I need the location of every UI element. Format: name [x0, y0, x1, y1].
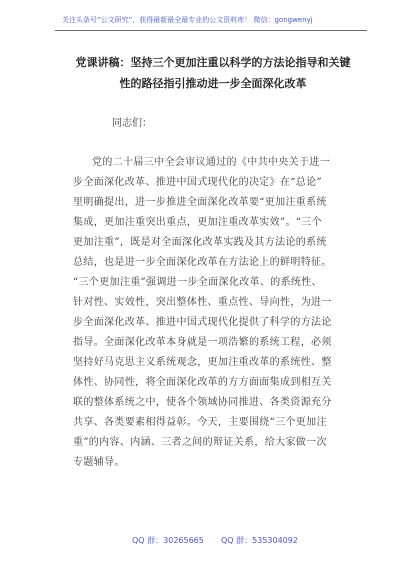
body-line: 党的二十届三中全会审议通过的《中共中央关于进一: [92, 157, 331, 168]
body-line: 步全面深化改革、推进中国式现代化的决定》在“总论”: [73, 177, 322, 188]
body-line: 重”的内容、内涵、三者之间的辩证关系，给大家做一次: [73, 437, 327, 448]
body-line: 专题辅导。: [73, 457, 125, 468]
body-line: 坚持好马克思主义系统观念，更加注重改革的系统性、整: [73, 357, 332, 368]
body-line: 体性、协同性，将全面深化改革的方方面面集成到相互关: [73, 377, 332, 388]
body-line: 针对性、实效性，突出整体性、重点性、导向性，为进一: [73, 297, 332, 308]
qq-group-2-text: QQ 群：535304092: [221, 536, 298, 545]
header-promo-text: 关注头条号“公文研究”，获得最新最全最专业的公文资料库！ 微信：gongwenyj: [62, 16, 313, 24]
body-paragraph: [73, 153, 353, 473]
body-line: 里明确提出，进一步推进全面深化改革要“更加注重系统: [73, 197, 327, 208]
salutation: 同志们：: [112, 118, 152, 129]
title-line: 党课讲稿：坚持三个更加注重以科学的方法论指导和关键: [75, 56, 351, 69]
body-line: 总结，也是进一步全面深化改革在方法论上的鲜明特征。: [73, 257, 332, 268]
body-line: 步全面深化改革、推进中国式现代化提供了科学的方法论: [73, 317, 332, 328]
body-line: 共享、各类要素相得益彰。今天，主要围绕“三个更加注: [73, 417, 327, 428]
body-line: 联的整体系统之中，使各个领域协同推进、各类资源充分: [73, 397, 332, 408]
title-line: 性的路径指引推动进一步全面深化改革: [119, 77, 307, 90]
document-title: [73, 52, 353, 94]
body-line: “三个更加注重”强调进一步全面深化改革、的系统性、: [73, 277, 322, 288]
qq-group-1-text: QQ 群：30265665: [132, 536, 204, 545]
body-line: 更加注重”，既是对全面深化改革实践及其方法论的系统: [73, 237, 327, 248]
header-divider: [55, 30, 367, 31]
body-line: 指导。全面深化改革本身就是一项浩繁的系统工程，必须: [73, 337, 332, 348]
body-line: 集成，更加注重突出重点，更加注重改革实效”。“三个: [73, 217, 322, 228]
